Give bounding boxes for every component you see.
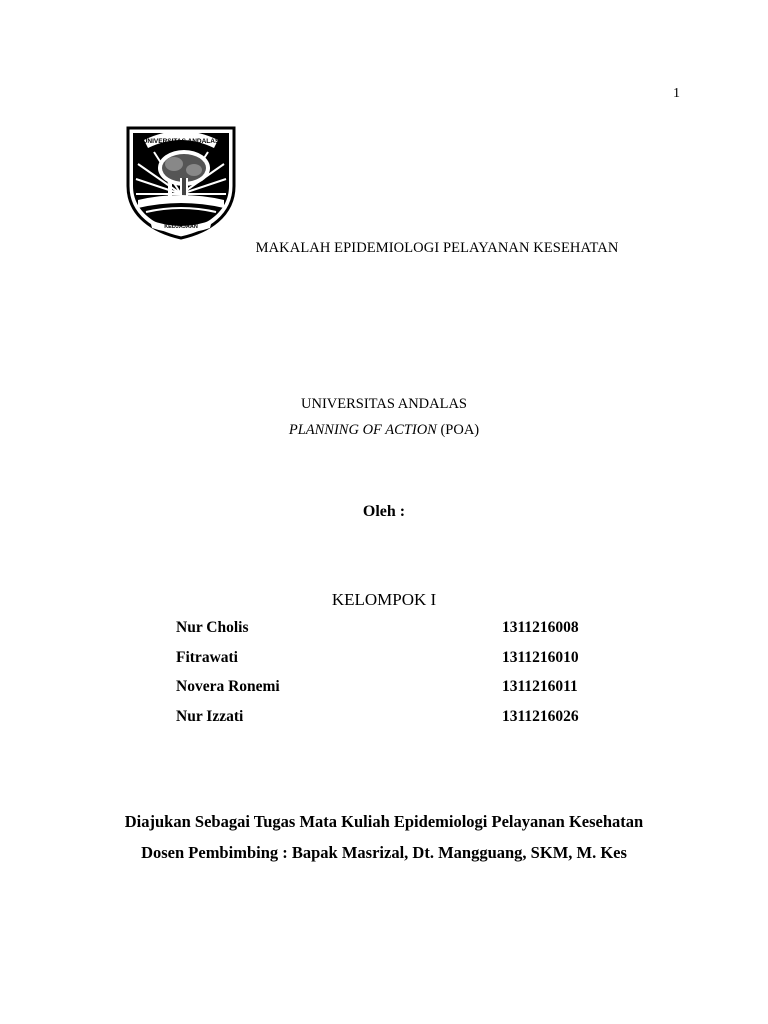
group-label: KELOMPOK I <box>331 590 437 609</box>
logo-bottom-text: KEDJAJAAN <box>164 224 198 230</box>
university-name: UNIVERSITAS ANDALAS <box>301 396 467 412</box>
page-number: 1 <box>673 86 680 101</box>
subtitle-suffix: (POA) <box>436 422 480 438</box>
member-nim: 1311216008 <box>502 619 579 636</box>
member-nim: 1311216011 <box>502 678 578 695</box>
member-name: Fitrawati <box>176 649 238 666</box>
member-name: Novera Ronemi <box>176 678 280 695</box>
by-label: Oleh : <box>362 503 406 520</box>
member-nim: 1311216010 <box>502 649 579 666</box>
member-nim: 1311216026 <box>502 708 579 725</box>
submission-statement: Diajukan Sebagai Tugas Mata Kuliah Epidemiologi Pelayanan Kesehatan <box>124 812 644 831</box>
supervisor-line: Dosen Pembimbing : Bapak Masrizal, Dt. Mangguang, SKM, M. Kes <box>141 843 627 862</box>
document-title: MAKALAH EPIDEMIOLOGI PELAYANAN KESEHATAN <box>255 240 619 256</box>
member-name: Nur Izzati <box>176 708 244 725</box>
subtitle-italic: PLANNING OF ACTION <box>288 422 437 438</box>
logo-top-text: UNIVERSITAS ANDALAS <box>142 138 220 145</box>
university-andalas-logo <box>124 124 238 240</box>
member-name: Nur Cholis <box>176 619 249 636</box>
document-subtitle <box>0 422 768 439</box>
